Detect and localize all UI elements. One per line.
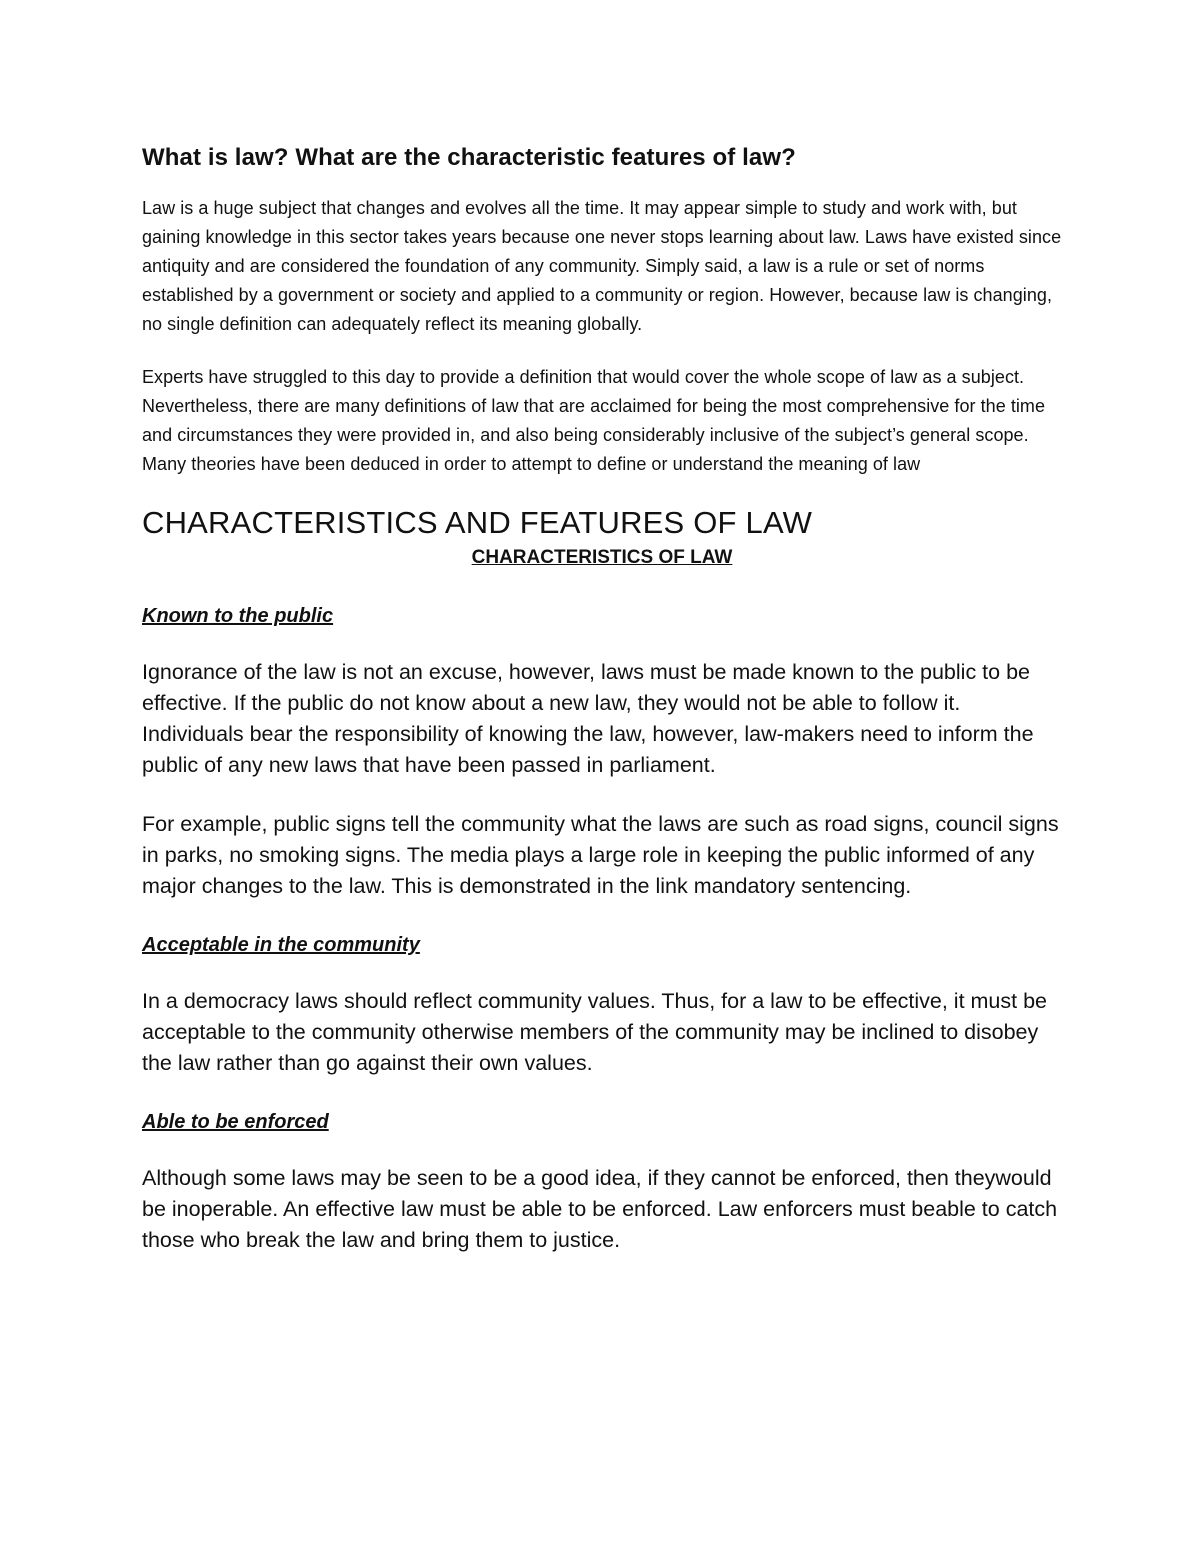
item-heading-known-to-public: Known to the public (142, 605, 334, 627)
section-heading: CHARACTERISTICS AND FEATURES OF LAW (142, 505, 813, 540)
document-title: What is law? What are the characteristic features of law? (142, 144, 796, 171)
document-page (142, 142, 1062, 1284)
body-paragraph: Ignorance of the law is not an excuse, however, laws must be made known to the public to be effective. If the public do not know about a new law, they would not be able to follow it. Individuals bear the responsibility of knowing the law, however, law-makers need to inform the public of any new laws that have been passed in parliament. (142, 660, 1034, 777)
body-paragraph: For example, public signs tell the community what the laws are such as road signs, council signs in parks, no smoking signs. The media plays a large role in keeping the public informed of any major changes to the law. This is demonstrated in the link mandatory sentencing. (142, 812, 1059, 898)
intro-paragraph: Law is a huge subject that changes and evolves all the time. It may appear simple to study and work with, but gaining knowledge in this sector takes years because one never stops learning about law. Laws have existed since antiquity and are considered the foundation of any community. Simply said, a law is a rule or set of norms established by a government or society and applied to a community or region. However, because law is changing, no single definition can adequately reflect its meaning globally. (142, 198, 1062, 334)
intro-paragraph: Experts have struggled to this day to provide a definition that would cover the whole scope of law as a subject. Nevertheless, there are many definitions of law that are acclaimed for being the most comprehensive for the time and circumstances they were provided in, and also being considerably inclusive of the subject’s general scope. Many theories have been deduced in order to attempt to define or understand the meaning of law (142, 367, 1046, 474)
body-paragraph: In a democracy laws should reflect community values. Thus, for a law to be effective, it must be acceptable to the community otherwise members of the community may be inclined to disobey the law rather than go against their own values. (142, 989, 1048, 1075)
sub-heading: CHARACTERISTICS OF LAW (471, 547, 733, 568)
body-paragraph: Although some laws may be seen to be a good idea, if they cannot be enforced, then theywould be inoperable. An effective law must be able to be enforced. Law enforcers must beable to catch those who break the law and bring them to justice. (142, 1166, 1058, 1252)
item-heading-able-to-be-enforced: Able to be enforced (142, 1111, 329, 1133)
item-heading-acceptable-in-community: Acceptable in the community (142, 934, 420, 956)
